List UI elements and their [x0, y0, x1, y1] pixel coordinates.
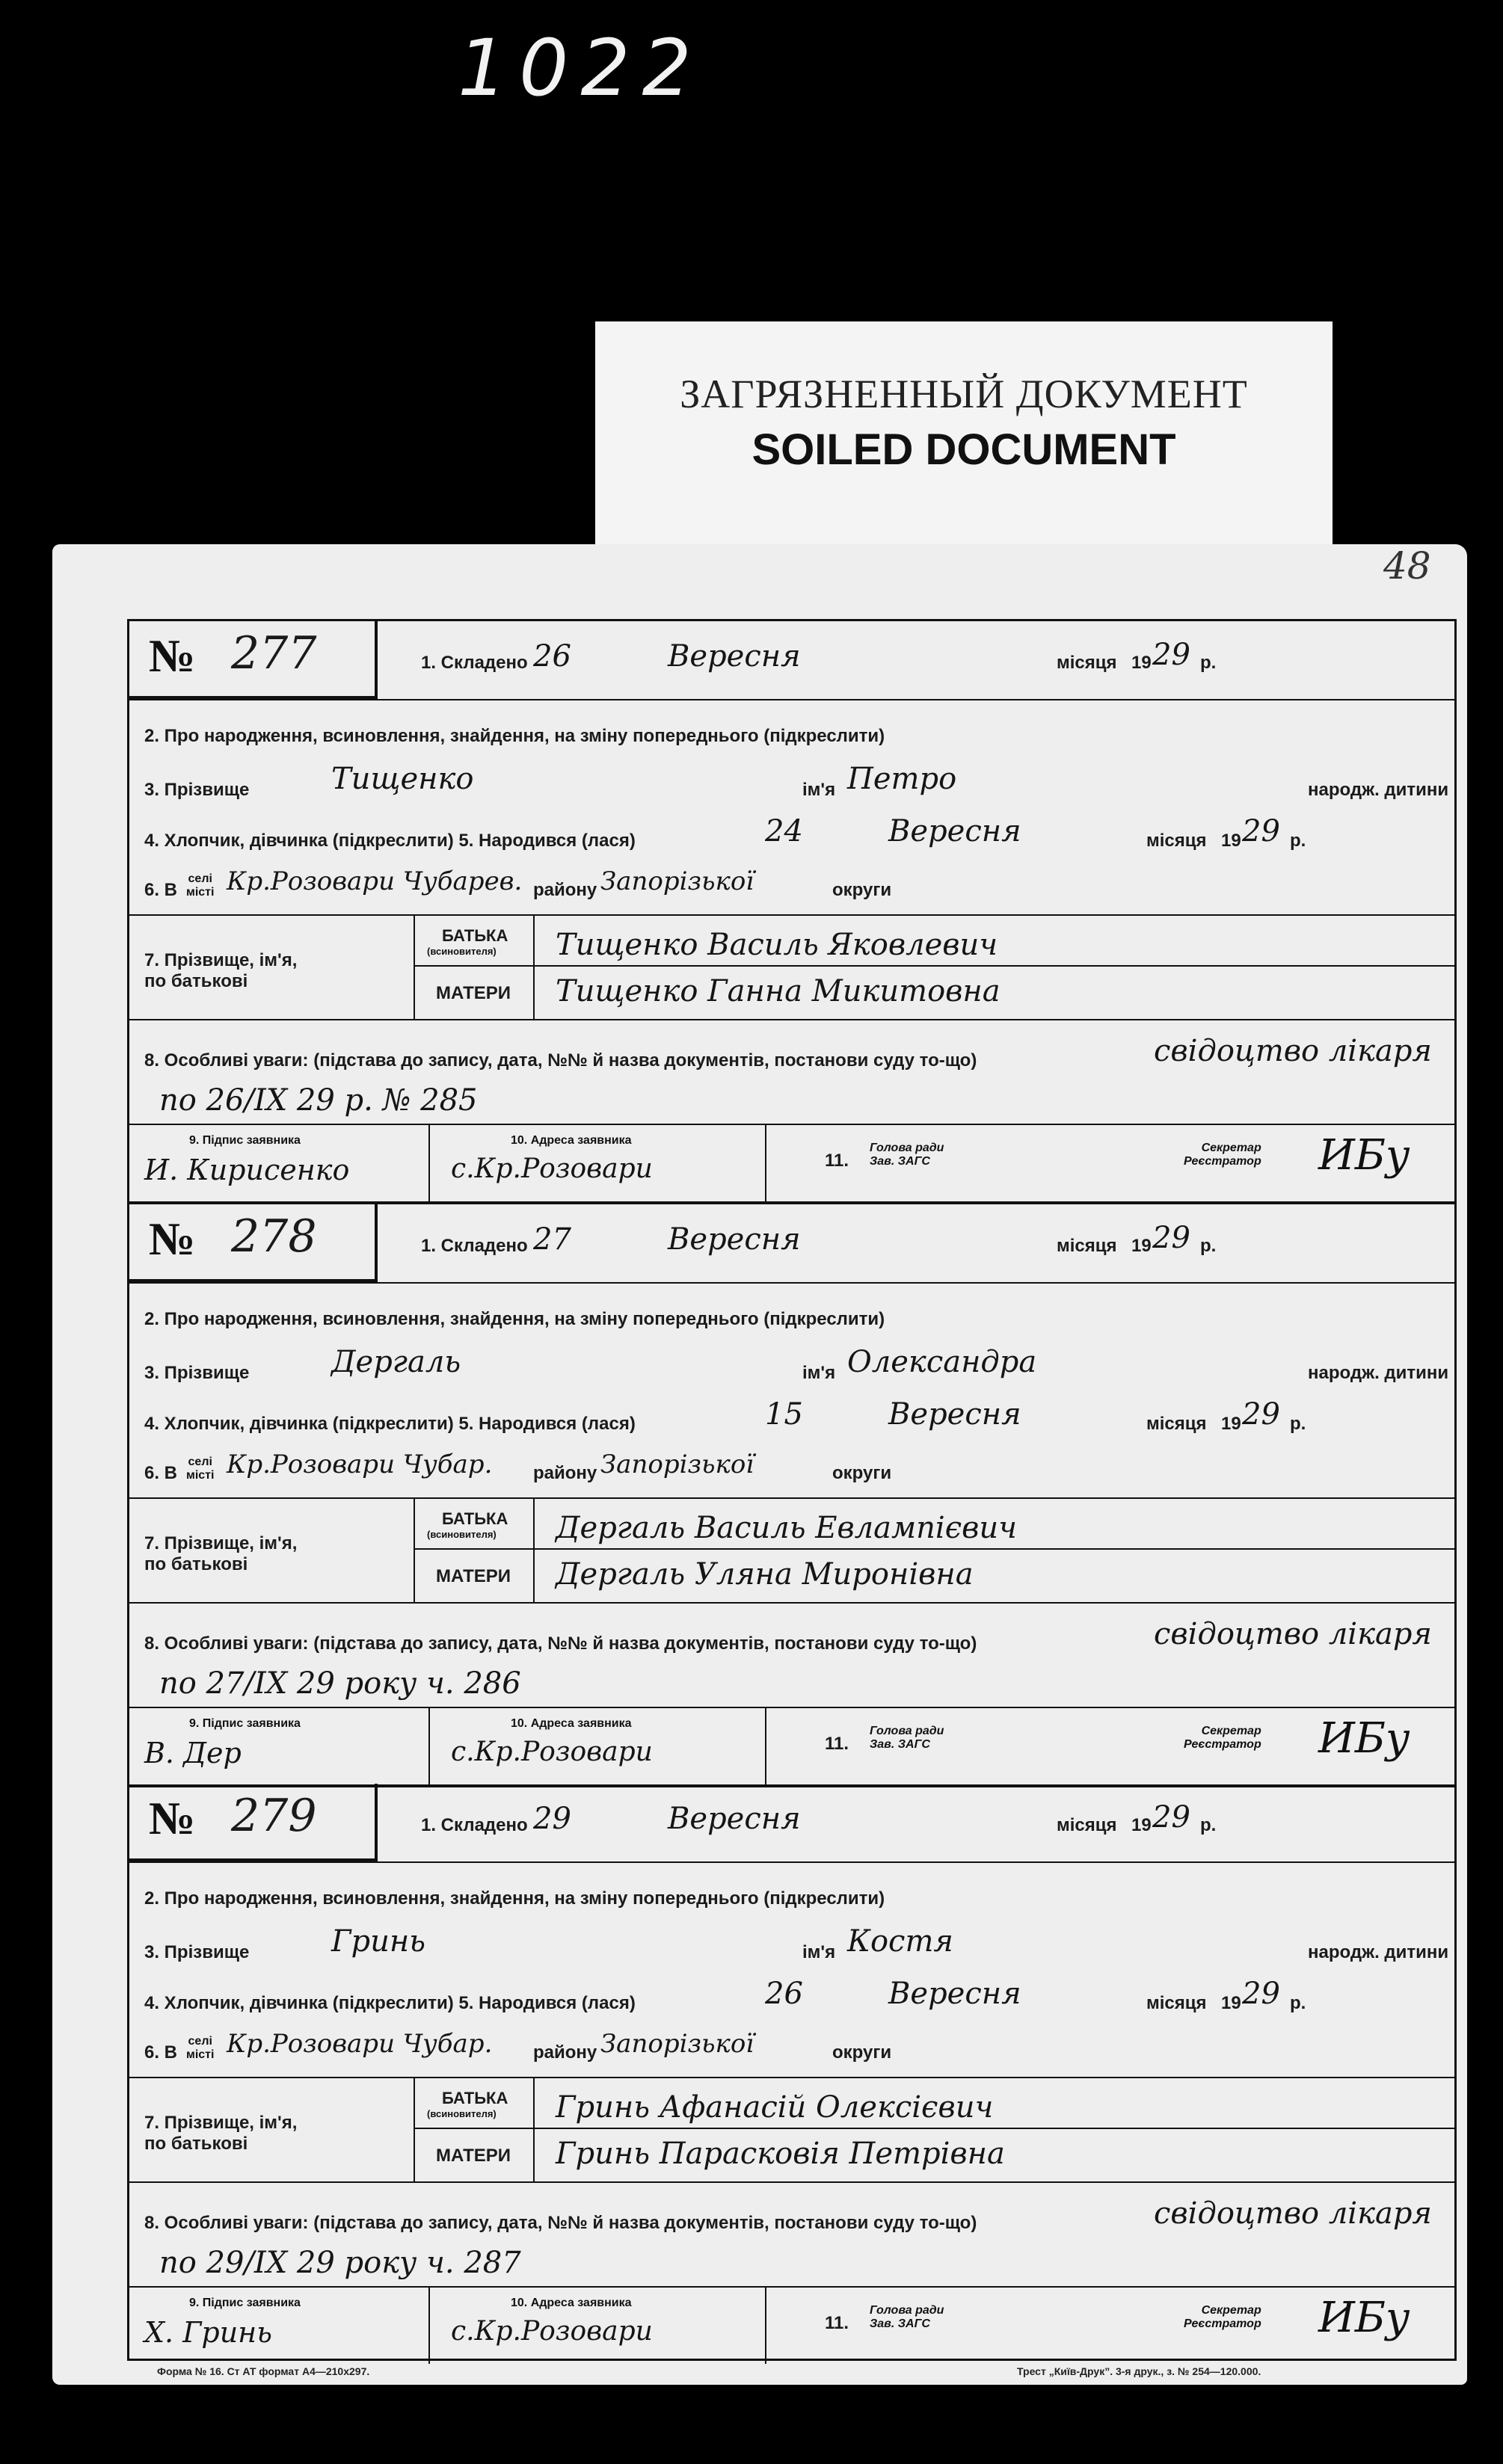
- registrar-label: Секретар Реєстратор: [1184, 1725, 1261, 1751]
- applicant-signature: Х. Гринь: [144, 2316, 272, 2349]
- divider: [414, 1497, 415, 1602]
- applicant-address: с.Кр.Розовари: [451, 2316, 653, 2347]
- registrar-signature: ИБу: [1318, 1714, 1410, 1763]
- compiled-day: 29: [533, 1802, 571, 1836]
- district-name: Запорізької: [600, 1450, 754, 1479]
- year-suffix: р.: [1200, 653, 1217, 673]
- year-suffix: р.: [1200, 1236, 1217, 1256]
- fio-label: 7. Прізвище, ім'я, по батькові: [144, 2113, 298, 2154]
- divider: [129, 914, 1454, 916]
- notes-line-1: свідоцтво лікаря: [1154, 2196, 1432, 2231]
- divider: [129, 1124, 1454, 1125]
- mother-label: МАТЕРИ: [436, 1566, 511, 1586]
- divider: [129, 699, 1454, 700]
- child-given-name: Петро: [847, 762, 957, 796]
- compiled-label: 1. Складено: [421, 1815, 528, 1835]
- child-label: народж. дитини: [1308, 1942, 1449, 1962]
- month-label: місяця: [1146, 831, 1207, 851]
- mother-name: Тищенко Ганна Микитовна: [556, 974, 1001, 1008]
- divider: [414, 965, 1454, 967]
- record-number-box: [129, 621, 378, 699]
- registrar-label: Секретар Реєстратор: [1184, 2304, 1261, 2330]
- number-symbol: №: [149, 1793, 196, 1844]
- registry-form: [127, 619, 1457, 2361]
- divider: [129, 2181, 1454, 2183]
- form-footer-right: Трест „Київ-Друк”. 3-я друк., з. № 254—120.000.: [1017, 2365, 1261, 2377]
- mother-label: МАТЕРИ: [436, 2146, 511, 2166]
- record-number-box: [129, 1204, 378, 1282]
- child-surname: Дергаль: [331, 1345, 461, 1379]
- district-label: району: [533, 880, 597, 900]
- stamp-russian-text: ЗАГРЯЗНЕННЫЙ ДОКУМЕНТ: [680, 372, 1248, 416]
- birth-record: [129, 1784, 1454, 2359]
- notes-line-2: по 29/IX 29 року ч. 287: [159, 2246, 521, 2280]
- head-label: Голова ради Зав. ЗАГС: [870, 1142, 944, 1168]
- okruha-label: округи: [832, 880, 892, 900]
- adopter-label: (всиновителя): [427, 946, 497, 957]
- divider: [765, 1707, 766, 1784]
- child-given-name: Костя: [847, 1924, 953, 1959]
- month-label: місяця: [1146, 1993, 1207, 2013]
- divider: [414, 1548, 1454, 1550]
- divider: [533, 2077, 535, 2181]
- divider: [129, 1707, 1454, 1708]
- birth-day: 26: [765, 1977, 803, 2011]
- father-name: Дергаль Василь Евлампієвич: [556, 1511, 1018, 1545]
- place-label: 6. В: [144, 880, 178, 900]
- registrar-signature: ИБу: [1318, 1131, 1410, 1180]
- divider: [765, 2286, 766, 2364]
- birth-year: 29: [1242, 814, 1280, 848]
- name-label: ім'я: [802, 780, 836, 800]
- divider: [533, 1497, 535, 1602]
- notes-line-1: свідоцтво лікаря: [1154, 1034, 1432, 1068]
- applicant-address: с.Кр.Розовари: [451, 1737, 653, 1767]
- head-number: 11.: [825, 2313, 849, 2333]
- name-label: ім'я: [802, 1942, 836, 1962]
- birth-month: Вересня: [888, 1397, 1021, 1432]
- birth-year: 29: [1242, 1977, 1280, 2011]
- year-prefix: 19: [1221, 1414, 1241, 1434]
- divider: [414, 2128, 1454, 2129]
- archive-number: 1022: [458, 22, 704, 114]
- father-name: Гринь Афанасій Олексієвич: [556, 2090, 994, 2125]
- mother-name: Гринь Парасковія Петрівна: [556, 2137, 1005, 2171]
- notes-line-2: по 26/IX 29 р. № 285: [159, 1083, 478, 1118]
- year-suffix: р.: [1290, 1993, 1306, 2013]
- district-label: району: [533, 1463, 597, 1483]
- child-surname: Тищенко: [331, 762, 474, 796]
- registration-type-line: 2. Про народження, всиновлення, знайдення, на зміну попереднього (підкреслити): [144, 1309, 885, 1329]
- month-label: місяця: [1057, 1815, 1117, 1835]
- notes-label: 8. Особливі уваги: (підстава до запису, дата, №№ й назва документів, постанови суду то-що): [144, 2213, 977, 2233]
- place-label: 6. В: [144, 1463, 178, 1483]
- compiled-year: 29: [1152, 1800, 1190, 1835]
- village-town-label: селі місті: [186, 2035, 215, 2061]
- district-name: Запорізької: [600, 866, 754, 896]
- compiled-day: 27: [533, 1222, 571, 1257]
- month-label: місяця: [1057, 1236, 1117, 1256]
- record-number-box: [129, 1784, 378, 1861]
- divider: [129, 1497, 1454, 1499]
- divider: [129, 1019, 1454, 1020]
- divider: [428, 1707, 430, 1784]
- okruha-label: округи: [832, 1463, 892, 1483]
- birth-year: 29: [1242, 1397, 1280, 1432]
- mother-name: Дергаль Уляна Миронівна: [556, 1557, 974, 1592]
- notes-label: 8. Особливі уваги: (підстава до запису, дата, №№ й назва документів, постанови суду то-що): [144, 1633, 977, 1654]
- divider: [428, 1124, 430, 1201]
- surname-label: 3. Прізвище: [144, 1942, 250, 1962]
- applicant-signature: В. Дер: [144, 1737, 242, 1770]
- record-number: 277: [231, 627, 317, 680]
- birth-place: Кр.Розовари Чубарев.: [227, 866, 523, 896]
- child-label: народж. дитини: [1308, 780, 1449, 800]
- compiled-label: 1. Складено: [421, 1236, 528, 1256]
- father-name: Тищенко Василь Яковлевич: [556, 928, 998, 962]
- registration-type-line: 2. Про народження, всиновлення, знайдення, на зміну попереднього (підкреслити): [144, 1888, 885, 1909]
- child-surname: Гринь: [331, 1924, 425, 1959]
- birth-month: Вересня: [888, 814, 1021, 848]
- birth-record: [129, 621, 1454, 1197]
- notes-line-1: свідоцтво лікаря: [1154, 1617, 1432, 1651]
- record-number: 278: [231, 1210, 317, 1263]
- number-symbol: №: [149, 1214, 196, 1265]
- month-label: місяця: [1146, 1414, 1207, 1434]
- compiled-year: 29: [1152, 1221, 1190, 1255]
- notes-label: 8. Особливі уваги: (підстава до запису, дата, №№ й назва документів, постанови суду то-що): [144, 1050, 977, 1071]
- child-given-name: Олександра: [847, 1345, 1037, 1379]
- name-label: ім'я: [802, 1363, 836, 1383]
- divider: [129, 1861, 1454, 1863]
- corner-page-mark: 48: [1383, 544, 1431, 588]
- stamp-english-text: SOILED DOCUMENT: [752, 425, 1176, 474]
- compiled-month: Вересня: [668, 1802, 801, 1836]
- village-town-label: селі місті: [186, 1456, 215, 1482]
- head-number: 11.: [825, 1151, 849, 1171]
- year-prefix: 19: [1221, 831, 1241, 851]
- compiled-month: Вересня: [668, 1222, 801, 1257]
- head-label: Голова ради Зав. ЗАГС: [870, 2304, 944, 2330]
- registration-type-line: 2. Про народження, всиновлення, знайдення, на зміну попереднього (підкреслити): [144, 726, 885, 746]
- applicant-address-label: 10. Адреса заявника: [511, 2297, 632, 2309]
- applicant-signature-label: 9. Підпис заявника: [189, 1717, 301, 1730]
- compiled-label: 1. Складено: [421, 653, 528, 673]
- year-prefix: 19: [1131, 653, 1152, 673]
- fio-label: 7. Прізвище, ім'я, по батькові: [144, 950, 298, 991]
- divider: [414, 914, 415, 1019]
- applicant-signature-label: 9. Підпис заявника: [189, 2297, 301, 2309]
- year-prefix: 19: [1131, 1236, 1152, 1256]
- birth-record: [129, 1204, 1454, 1780]
- place-label: 6. В: [144, 2042, 178, 2063]
- divider: [428, 2286, 430, 2364]
- year-suffix: р.: [1290, 831, 1306, 851]
- adopter-label: (всиновителя): [427, 1529, 497, 1540]
- sex-birth-label: 4. Хлопчик, дівчинка (підкреслити) 5. Народився (лася): [144, 1414, 636, 1434]
- notes-line-2: по 27/IX 29 року ч. 286: [159, 1666, 521, 1701]
- surname-label: 3. Прізвище: [144, 1363, 250, 1383]
- surname-label: 3. Прізвище: [144, 780, 250, 800]
- okruha-label: округи: [832, 2042, 892, 2063]
- applicant-address-label: 10. Адреса заявника: [511, 1717, 632, 1730]
- father-label: БАТЬКА: [442, 2089, 508, 2107]
- head-number: 11.: [825, 1734, 849, 1754]
- district-name: Запорізької: [600, 2029, 754, 2059]
- district-label: району: [533, 2042, 597, 2063]
- registry-page: [52, 544, 1467, 2385]
- village-town-label: селі місті: [186, 872, 215, 899]
- registrar-signature: ИБу: [1318, 2294, 1410, 2342]
- year-suffix: р.: [1290, 1414, 1306, 1434]
- father-label: БАТЬКА: [442, 926, 508, 945]
- divider: [414, 2077, 415, 2181]
- year-prefix: 19: [1131, 1815, 1152, 1835]
- adopter-label: (всиновителя): [427, 2108, 497, 2119]
- registrar-label: Секретар Реєстратор: [1184, 1142, 1261, 1168]
- applicant-signature: И. Кирисенко: [144, 1154, 350, 1186]
- applicant-address-label: 10. Адреса заявника: [511, 1134, 632, 1147]
- sex-birth-label: 4. Хлопчик, дівчинка (підкреслити) 5. Народився (лася): [144, 1993, 636, 2013]
- birth-day: 15: [765, 1397, 803, 1432]
- record-number: 279: [231, 1790, 317, 1842]
- divider: [129, 1602, 1454, 1604]
- father-label: БАТЬКА: [442, 1509, 508, 1528]
- birth-day: 24: [765, 814, 803, 848]
- month-label: місяця: [1057, 653, 1117, 673]
- mother-label: МАТЕРИ: [436, 983, 511, 1003]
- divider: [765, 1124, 766, 1201]
- divider: [129, 1282, 1454, 1284]
- sex-birth-label: 4. Хлопчик, дівчинка (підкреслити) 5. Народився (лася): [144, 831, 636, 851]
- compiled-month: Вересня: [668, 639, 801, 674]
- birth-place: Кр.Розовари Чубар.: [227, 1450, 493, 1479]
- form-footer-left: Форма № 16. Ст АТ формат А4—210х297.: [157, 2365, 370, 2377]
- compiled-day: 26: [533, 639, 571, 674]
- head-label: Голова ради Зав. ЗАГС: [870, 1725, 944, 1751]
- divider: [533, 914, 535, 1019]
- child-label: народж. дитини: [1308, 1363, 1449, 1383]
- compiled-year: 29: [1152, 638, 1190, 672]
- number-symbol: №: [149, 631, 196, 682]
- birth-month: Вересня: [888, 1977, 1021, 2011]
- divider: [129, 2077, 1454, 2078]
- divider: [129, 2286, 1454, 2288]
- birth-place: Кр.Розовари Чубар.: [227, 2029, 493, 2059]
- soiled-document-stamp: [595, 321, 1333, 559]
- year-prefix: 19: [1221, 1993, 1241, 2013]
- applicant-address: с.Кр.Розовари: [451, 1154, 653, 1184]
- applicant-signature-label: 9. Підпис заявника: [189, 1134, 301, 1147]
- year-suffix: р.: [1200, 1815, 1217, 1835]
- fio-label: 7. Прізвище, ім'я, по батькові: [144, 1533, 298, 1574]
